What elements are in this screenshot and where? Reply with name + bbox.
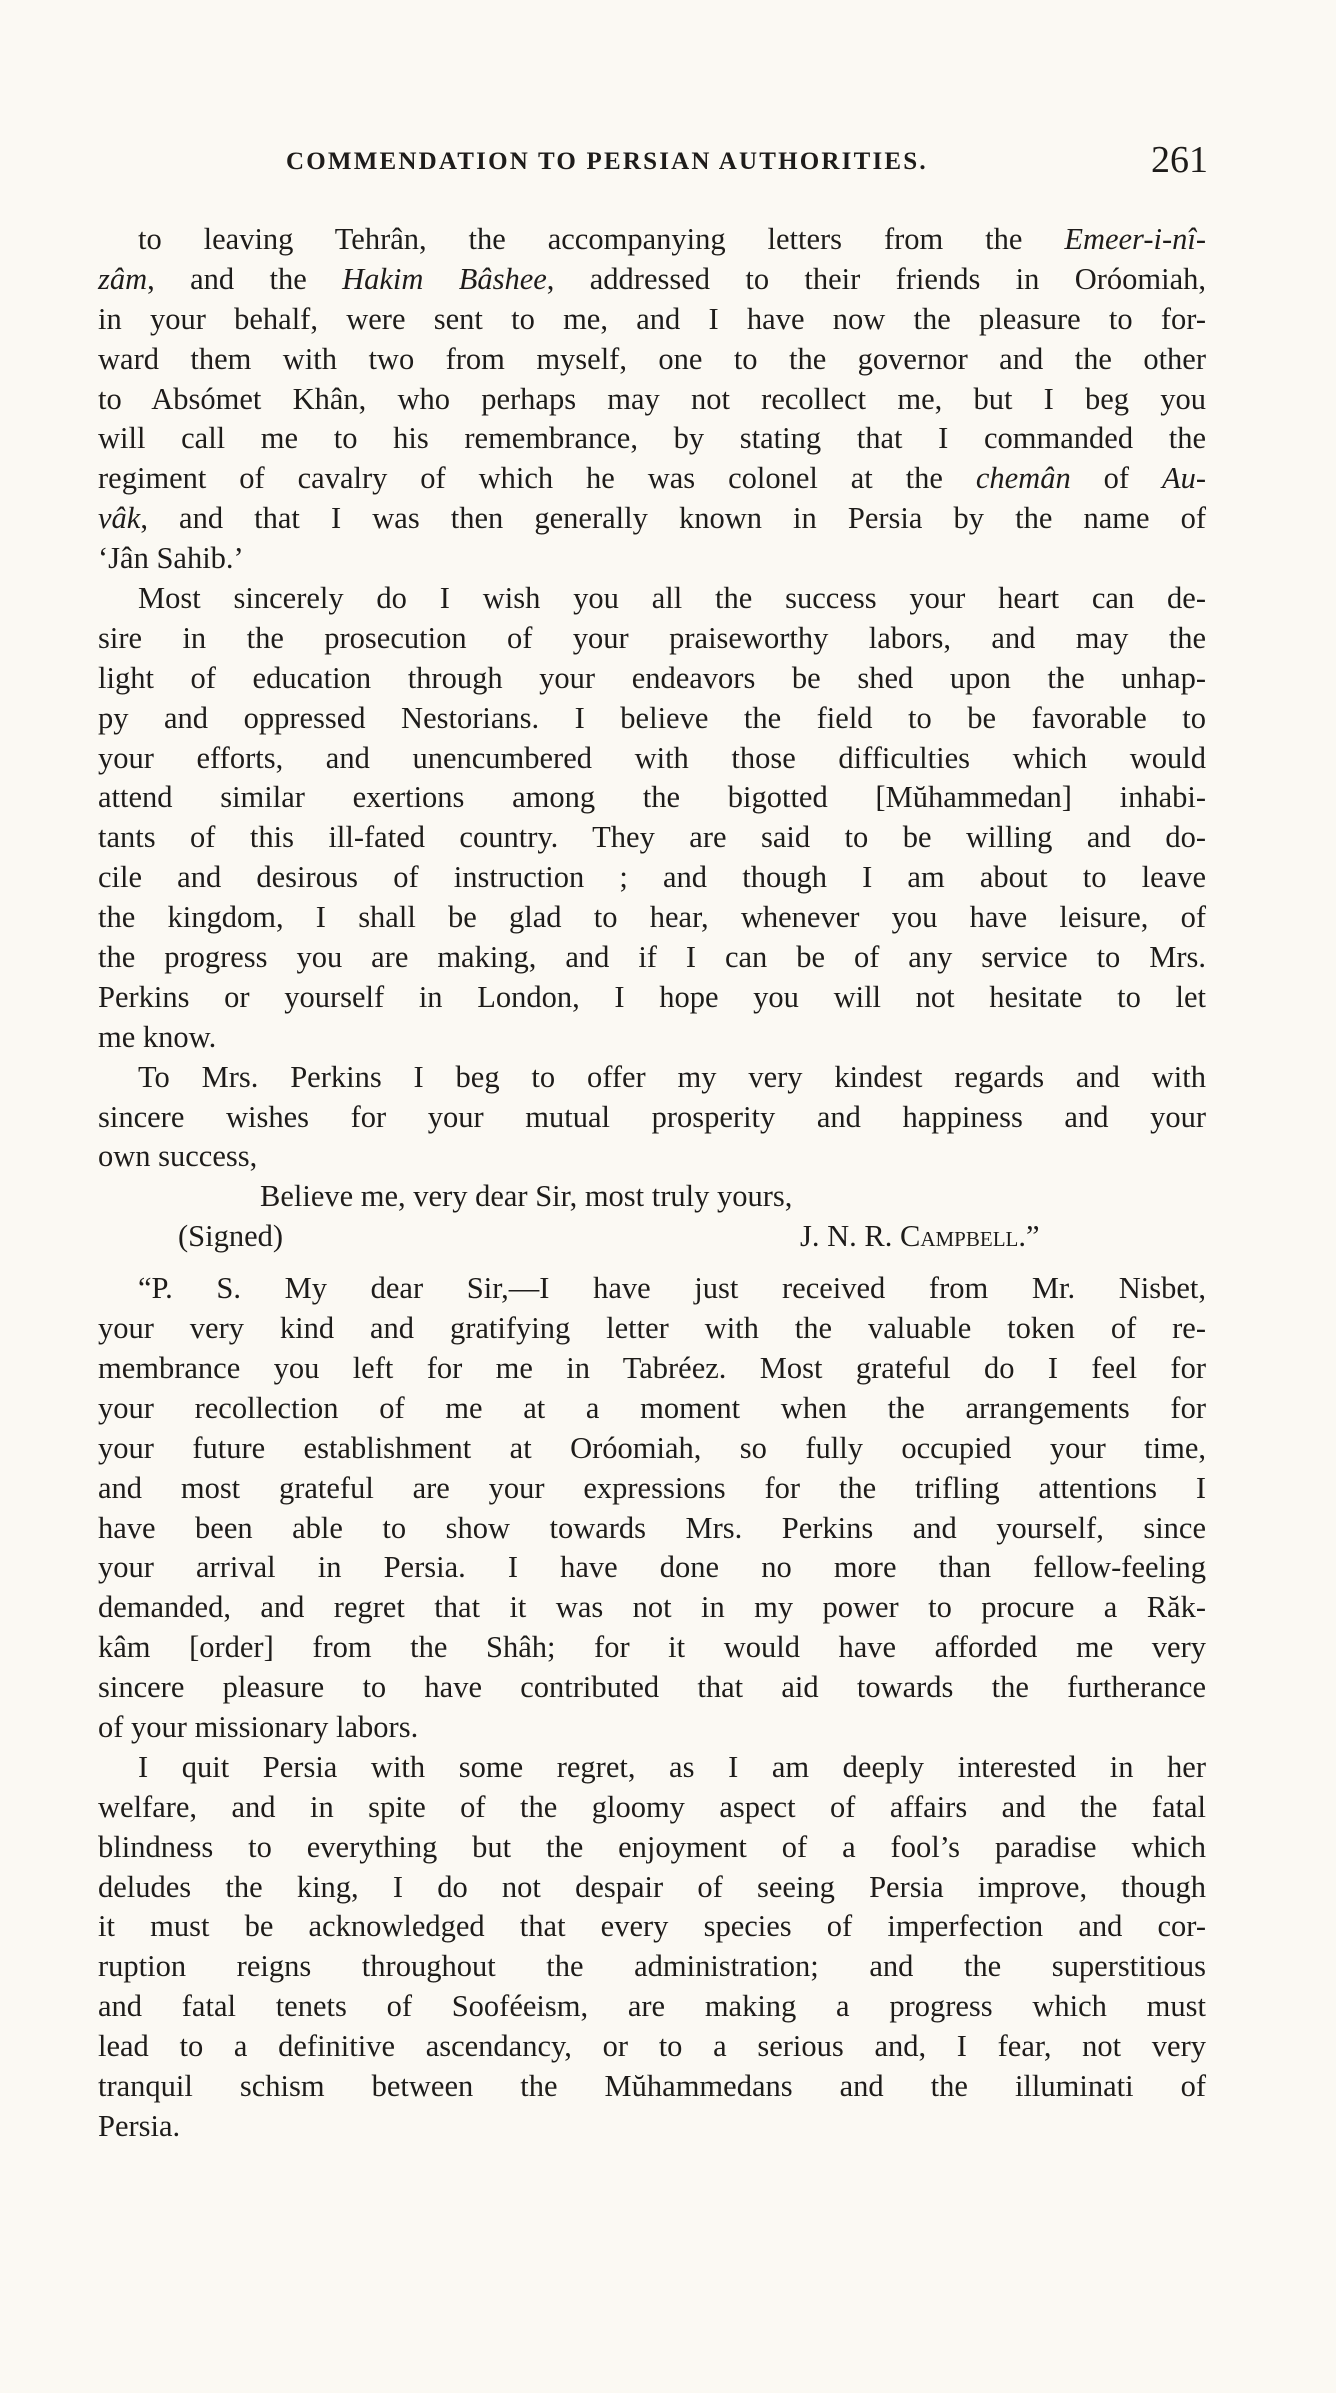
text-line [98, 1098, 1206, 1138]
paragraph [98, 1748, 1206, 2147]
paragraph [98, 1269, 1206, 1748]
italic-span: Hakim Bâshee [342, 261, 547, 296]
text-span: ‘Jân Sahib.’ [98, 541, 244, 576]
text-line [98, 1269, 1206, 1309]
text-line [98, 1947, 1206, 1987]
text-line [98, 898, 1206, 938]
text-line [98, 858, 1206, 898]
text-line [98, 539, 1206, 579]
text-line [98, 340, 1206, 380]
text-span: the progress you are making, and if I can be of any service to Mrs. [98, 940, 1206, 975]
text-line [98, 1309, 1206, 1349]
text-span: have been able to show towards Mrs. Perkins and yourself, since [98, 1510, 1206, 1545]
text-line [98, 739, 1206, 779]
text-line [98, 1708, 1206, 1748]
text-line [98, 1389, 1206, 1429]
text-span: demanded, and regret that it was not in my power to procure a Răk- [98, 1590, 1206, 1625]
text-span: sire in the prosecution of your praiseworthy labors, and may the [98, 620, 1206, 655]
postscript [98, 1269, 1206, 2147]
text-line [98, 2067, 1206, 2107]
text-span: own success, [98, 1139, 258, 1174]
text-line [98, 619, 1206, 659]
text-line [98, 659, 1206, 699]
text-span: py and oppressed Nestorians. I believe the field to be favorable to [98, 700, 1206, 735]
text-span: regiment of cavalry of which he was colonel at the [98, 461, 976, 496]
text-span: your very kind and gratifying letter with the valuable token of re- [98, 1311, 1206, 1346]
text-span: To Mrs. Perkins I beg to offer my very kindest regards and with [138, 1059, 1206, 1094]
letter-paragraphs [98, 220, 1206, 1177]
text-line [98, 260, 1206, 300]
text-line [98, 579, 1206, 619]
text-line [98, 1588, 1206, 1628]
text-span: I quit Persia with some regret, as I am deeply interested in her [138, 1749, 1206, 1784]
text-line [98, 978, 1206, 1018]
text-line [98, 300, 1206, 340]
text-span: of your missionary labors. [98, 1709, 419, 1744]
text-span: , and the [147, 261, 343, 296]
italic-span: Au- [1161, 461, 1206, 496]
text-line [98, 1469, 1206, 1509]
text-span: Persia. [98, 2108, 181, 2143]
text-span: deludes the king, I do not despair of seeing Persia improve, though [98, 1869, 1206, 1904]
text-line [98, 419, 1206, 459]
text-span: membrance you left for me in Tabréez. Most grateful do I feel for [98, 1350, 1206, 1385]
text-span: tranquil schism between the Mŭhammedans and the illuminati of [98, 2068, 1206, 2103]
text-span: to leaving Tehrân, the accompanying letters from the [138, 222, 1065, 256]
text-span: your recollection of me at a moment when the arrangements for [98, 1390, 1206, 1425]
text-line [98, 1509, 1206, 1549]
text-line [98, 699, 1206, 739]
text-line [98, 459, 1206, 499]
text-line [98, 380, 1206, 420]
text-line [98, 1987, 1206, 2027]
letter-body [98, 220, 1206, 2147]
text-span: Most sincerely do I wish you all the success your heart can de- [138, 581, 1206, 616]
text-line [98, 1907, 1206, 1947]
text-line [98, 2107, 1206, 2147]
italic-span: vâk [98, 501, 141, 536]
text-span: tants of this ill-fated country. They are said to be willing and do- [98, 820, 1206, 855]
text-line [98, 1668, 1206, 1708]
text-span: Perkins or yourself in London, I hope you will not hesitate to let [98, 979, 1206, 1014]
text-line [98, 1748, 1206, 1788]
signature-initials: J. N. R. [800, 1219, 900, 1254]
text-line [98, 1868, 1206, 1908]
text-span: to Absómet Khân, who perhaps may not recollect me, but I beg you [98, 381, 1206, 416]
text-line [98, 2027, 1206, 2067]
paragraph [98, 220, 1206, 579]
italic-span: chemân [975, 461, 1071, 496]
text-span: cile and desirous of instruction ; and though I am about to leave [98, 860, 1206, 895]
text-line [98, 1058, 1206, 1098]
running-title: COMMENDATION TO PERSIAN AUTHORITIES. [286, 148, 928, 175]
text-span: and fatal tenets of Sooféeism, are making a progress which must [98, 1989, 1206, 2024]
text-span: “P. S. My dear Sir,—I have just received from Mr. Nisbet, [138, 1271, 1206, 1306]
page-number: 261 [1151, 139, 1208, 181]
text-span: me know. [98, 1019, 217, 1054]
text-span: , addressed to their friends in Oróomiah, [546, 261, 1206, 296]
text-line [98, 1137, 1206, 1177]
signature-surname: Campbell.” [900, 1219, 1040, 1254]
text-span: your arrival in Persia. I have done no more than fellow-feeling [98, 1550, 1206, 1585]
text-span: your future establishment at Oróomiah, so fully occupied your time, [98, 1430, 1206, 1465]
text-span: , and that I was then generally known in Persia by the name of [140, 501, 1206, 536]
text-span: in your behalf, were sent to me, and I have now the pleasure to for- [98, 301, 1206, 336]
text-span: the kingdom, I shall be glad to hear, whenever you have leisure, of [98, 900, 1206, 935]
signature-name [800, 1217, 1040, 1257]
text-line [98, 499, 1206, 539]
text-span: attend similar exertions among the bigotted [Mŭhammedan] inhabi- [98, 780, 1206, 815]
text-line [98, 1628, 1206, 1668]
text-span: of [1070, 461, 1162, 496]
text-line [98, 778, 1206, 818]
text-span: kâm [order] from the Shâh; for it would have afforded me very [98, 1630, 1206, 1665]
text-span: welfare, and in spite of the gloomy aspect of affairs and the fatal [98, 1789, 1206, 1824]
text-span: ruption reigns throughout the administration; and the superstitious [98, 1949, 1206, 1984]
text-line [98, 220, 1206, 260]
text-line [98, 1349, 1206, 1389]
text-span: sincere wishes for your mutual prosperity and happiness and your [98, 1099, 1206, 1134]
italic-span: Emeer-i-nî- [1064, 222, 1206, 256]
italic-span: zâm [98, 261, 148, 296]
text-line [98, 1018, 1206, 1058]
text-span: and most grateful are your expressions for the trifling attentions I [98, 1470, 1206, 1505]
text-line [98, 1828, 1206, 1868]
text-span: it must be acknowledged that every species of imperfection and cor- [98, 1909, 1206, 1944]
text-line [98, 1548, 1206, 1588]
text-line [98, 1429, 1206, 1469]
signed-label: (Signed) [178, 1219, 284, 1254]
closing-line: Believe me, very dear Sir, most truly yours, [260, 1179, 793, 1214]
text-line [98, 938, 1206, 978]
text-span: ward them with two from myself, one to the governor and the other [98, 341, 1206, 376]
text-span: lead to a definitive ascendancy, or to a serious and, I fear, not very [98, 2029, 1206, 2064]
page-header [96, 138, 1208, 188]
text-span: your efforts, and unencumbered with those difficulties which would [98, 740, 1206, 775]
signature-line [98, 1217, 1206, 1257]
text-span: blindness to everything but the enjoyment of a fool’s paradise which [98, 1829, 1206, 1864]
text-line [98, 818, 1206, 858]
paragraph [98, 1058, 1206, 1178]
text-span: light of education through your endeavors be shed upon the unhap- [98, 660, 1206, 695]
text-line [98, 1788, 1206, 1828]
text-span: sincere pleasure to have contributed that aid towards the furtherance [98, 1670, 1206, 1705]
paragraph [98, 579, 1206, 1058]
text-span: will call me to his remembrance, by stating that I commanded the [98, 421, 1206, 456]
